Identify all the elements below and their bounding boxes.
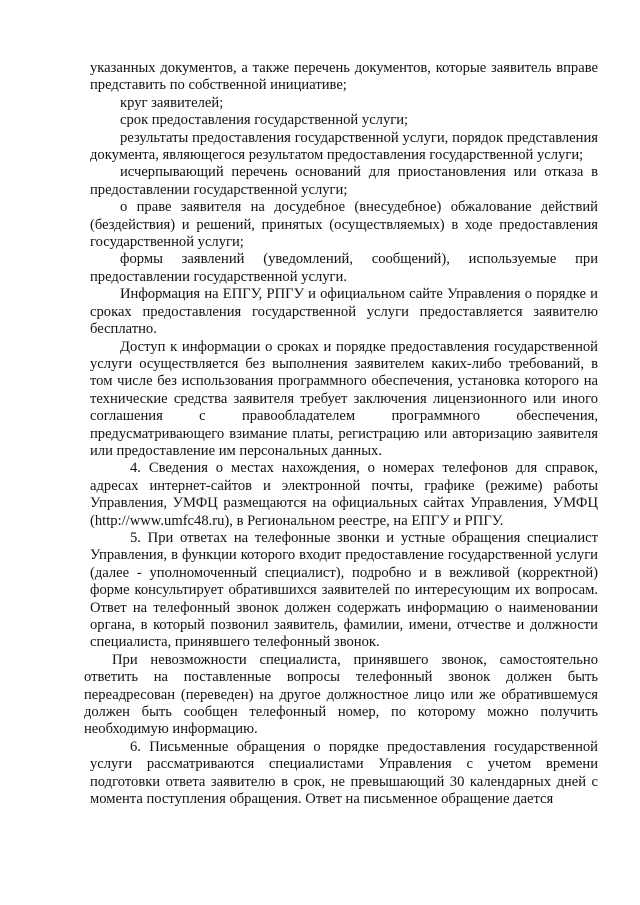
paragraph-applicants: круг заявителей; [120,94,224,111]
paragraph-section-5: 5. При ответах на телефонные звонки и устные обращения специалист Управления, в функции которого входит предоставление государственной услуги (далее - уполномоченный специалист), подробно и в вежливой (корректной) форме консультирует обратившихся заявителей по интересующим их вопросам. Ответ на телефонный звонок должен содержать информацию о наименовании органа, в который позвонил заявитель, фамилии, имени, отчестве и должности специалиста, принявшего телефонный звонок. [90,529,598,651]
paragraph-free-information: Информация на ЕПГУ, РПГУ и официальном сайте Управления о порядке и сроках предоставления государственной услуги предоставляется заявителю бесплатно. [90,286,598,338]
paragraph-service-results: результаты предоставления государственной услуги, порядок представления документа, являющегося результатом предоставления государственной услуги; [90,129,598,164]
paragraph-documents-continuation: указанных документов, а также перечень документов, которые заявитель вправе представить по собственной инициативе; [90,60,598,94]
paragraph-appeal-right: о праве заявителя на досудебное (внесудебное) обжалование действий (бездействия) и решений, принятых (осуществляемых) в ходе предоставления государственной услуги; [90,199,598,251]
paragraph-service-term: срок предоставления государственной услуги; [120,112,409,129]
paragraph-information-access: Доступ к информации о сроках и порядке предоставления государственной услуги осуществляется без выполнения заявителем каких-либо требований, в том числе без использования программного обеспечения, установка которого на технические средства заявителя требует заключения лицензионного или иного соглашения с правообладателем программного обеспечения, предусматривающего взимание платы, регистрацию или авторизацию заявителя или предоставление им персональных данных. [90,338,598,459]
paragraph-call-redirect: При невозможности специалиста, принявшего звонок, самостоятельно ответить на поставленные вопросы телефонный звонок должен быть переадресован (переведен) на другое должностное лицо или же обратившемуся должен быть сообщен телефонный номер, по которому можно получить необходимую информацию. [84,651,598,738]
paragraph-section-4: 4. Сведения о местах нахождения, о номерах телефонов для справок, адресах интернет-сайтов и электронной почты, графике (режиме) работы Управления, УМФЦ размещаются на официальных сайтах Управления, УМФЦ (http://www.umfc48.ru), в Региональном реестре, на ЕПГУ и РПГУ. [90,460,598,529]
paragraph-refusal-grounds: исчерпывающий перечень оснований для приостановления или отказа в предоставлении государственной услуги; [90,164,598,198]
paragraph-section-6: 6. Письменные обращения о порядке предоставления государственной услуги рассматриваются специалистами Управления с учетом времени подготовки ответа заявителю в срок, не превышающий 30 календарных дней с момента поступления обращения. Ответ на письменное обращение дается [90,738,598,808]
document-page [84,60,598,808]
paragraph-application-forms: формы заявлений (уведомлений, сообщений), используемые при предоставлении государственной услуги. [90,251,598,285]
